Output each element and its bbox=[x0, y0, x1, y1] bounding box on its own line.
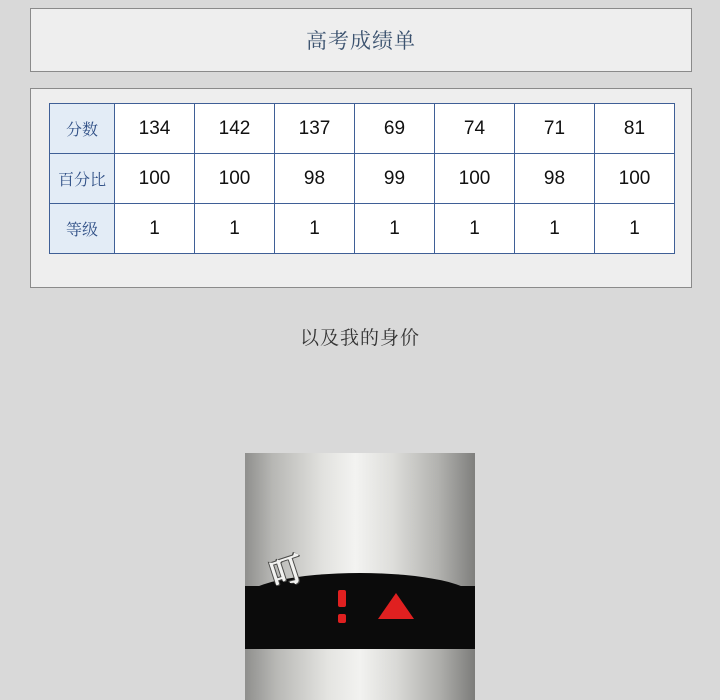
title-card bbox=[30, 8, 692, 72]
table-cell: 137 bbox=[275, 104, 355, 154]
row-header-percentile: 百分比 bbox=[50, 154, 115, 204]
table-cell: 100 bbox=[595, 154, 675, 204]
table-cell: 100 bbox=[195, 154, 275, 204]
exclamation-mark-icon bbox=[338, 590, 346, 607]
row-header-grade: 等级 bbox=[50, 204, 115, 254]
table-cell: 1 bbox=[355, 204, 435, 254]
photo-lower-section bbox=[245, 649, 475, 700]
warning-triangle-icon bbox=[378, 593, 414, 619]
table-cell: 1 bbox=[435, 204, 515, 254]
table-cell: 74 bbox=[435, 104, 515, 154]
table-cell: 134 bbox=[115, 104, 195, 154]
score-table bbox=[49, 103, 675, 254]
table-row bbox=[50, 204, 675, 254]
table-row bbox=[50, 154, 675, 204]
table-cell: 1 bbox=[515, 204, 595, 254]
table-cell: 81 bbox=[595, 104, 675, 154]
caption-text: 以及我的身价 bbox=[299, 328, 420, 349]
exclamation-mark-dot-icon bbox=[338, 614, 346, 623]
table-row bbox=[50, 104, 675, 154]
table-cell: 1 bbox=[595, 204, 675, 254]
photo-panel bbox=[245, 453, 475, 700]
table-cell: 69 bbox=[355, 104, 435, 154]
table-cell: 98 bbox=[275, 154, 355, 204]
table-cell: 100 bbox=[115, 154, 195, 204]
table-cell: 98 bbox=[515, 154, 595, 204]
table-cell: 71 bbox=[515, 104, 595, 154]
table-cell: 1 bbox=[195, 204, 275, 254]
table-cell: 99 bbox=[355, 154, 435, 204]
score-table-panel bbox=[30, 88, 692, 288]
page-title: 高考成绩单 bbox=[306, 30, 416, 53]
table-cell: 142 bbox=[195, 104, 275, 154]
table-cell: 1 bbox=[275, 204, 355, 254]
stamp-text: 叮 bbox=[265, 548, 309, 595]
table-cell: 1 bbox=[115, 204, 195, 254]
row-header-score: 分数 bbox=[50, 104, 115, 154]
table-cell: 100 bbox=[435, 154, 515, 204]
